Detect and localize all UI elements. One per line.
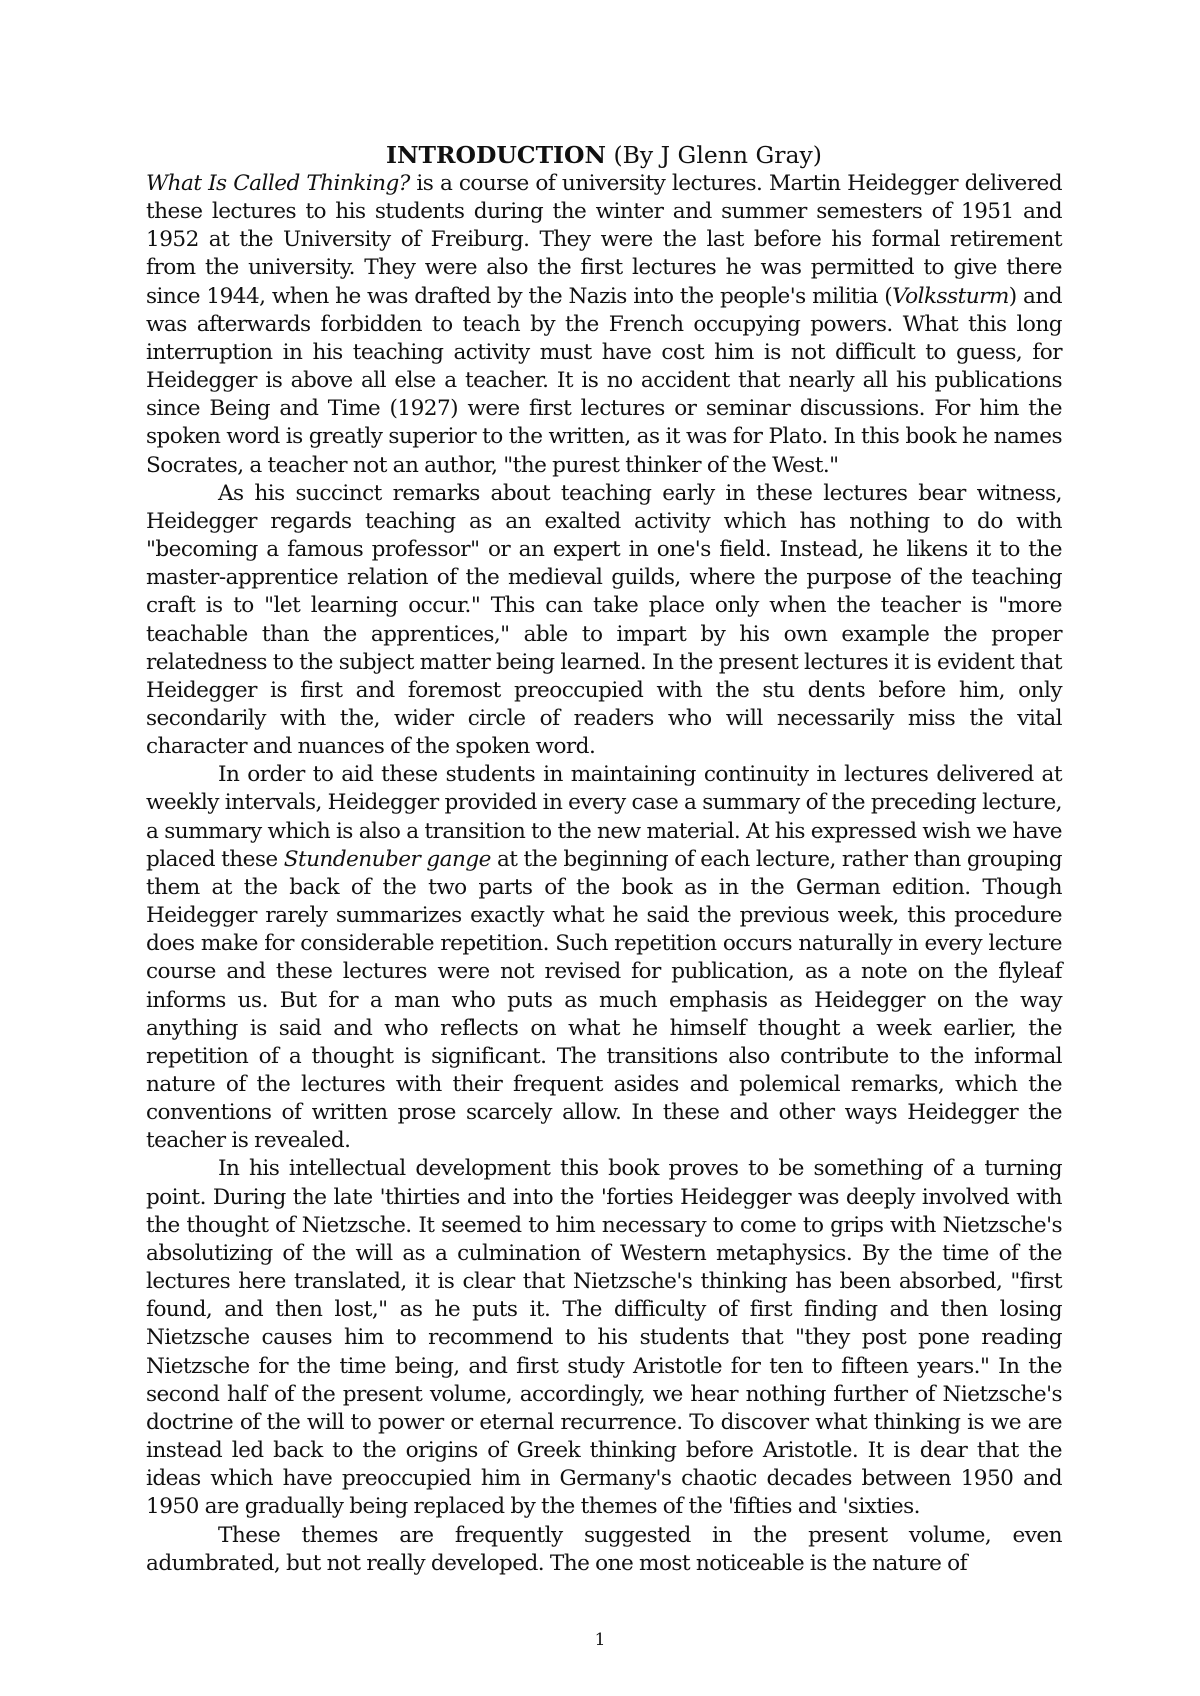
- author-note: (By J Glenn Gray): [613, 141, 822, 169]
- paragraph-3-text-before: In order to aid these students in maintaining continuity in lectures delivered at weekly intervals, Heidegger provided in every case a summary of the preceding lecture, a summary which is also a transition to the new material. At his expressed wish we have placed these: [146, 762, 1062, 872]
- page-number: 1: [594, 1630, 606, 1650]
- title-text: INTRODUCTION: [386, 141, 606, 169]
- term-stundenubergange: Stundenuber gange: [283, 846, 491, 872]
- page-title: [146, 140, 1062, 170]
- paragraph-1-text: is a course of university lectures. Martin Heidegger delivered these lectures to his students during the winter and summer semesters of 1951 and 1952 at the University of Freiburg. They were the last before his formal retirement from the university. They were also the first lectures he was permitted to give there since 1944, when he was drafted by the Nazis into the people's militia (: [146, 171, 1062, 309]
- paragraph-2: As his succinct remarks about teaching early in these lectures bear witness, Heidegger regards teaching as an exalted activity which has nothing to do with "becoming a famous professor" or an expert in one's field. Instead, he likens it to the master-apprentice relation of the medieval guilds, where the purpose of the teaching craft is to "let learning occur." This can take place only when the teacher is "more teachable than the apprentices," able to impart by his own example the proper relatedness to the subject matter being learned. In the present lectures it is evident that Heidegger is first and foremost preoccupied with the stu dents before him, only secondarily with the, wider circle of readers who will necessarily miss the vital character and nuances of the spoken word.: [146, 480, 1062, 760]
- book-title: What Is Called Thinking?: [146, 171, 410, 196]
- document-body: [146, 140, 1062, 1578]
- paragraph-1-text-after: ) and was afterwards forbidden to teach by the French occupying powers. What this long interruption in his teaching activity must have cost him is not difficult to guess, for Heidegger is above all else a teacher. It is no accident that nearly all his publications since Being and Time (1927) were first lectures or seminar discussions. For him the spoken word is greatly superior to the written, as it was for Plato. In this book he names Socrates, a teacher not an author, "the purest thinker of the West.": [146, 283, 1062, 478]
- paragraph-1: [146, 170, 1062, 480]
- paragraph-5: These themes are frequently suggested in the present volume, even adumbrated, but not really developed. The one most noticeable is the nature of: [146, 1522, 1062, 1576]
- paragraph-3-text-after: at the beginning of each lecture, rather than grouping them at the back of the two parts of the book as in the German edition. Though Heidegger rarely summarizes exactly what he said the previous week, this procedure does make for considerable repetition. Such repetition occurs naturally in every lecture course and these lectures were not revised for publication, as a note on the flyleaf informs us. But for a man who puts as much emphasis as Heidegger on the way anything is said and who reflects on what he himself thought a week earlier, the repetition of a thought is significant. The transitions also contribute to the informal nature of the lectures with their frequent asides and polemical remarks, which the conventions of written prose scarcely allow. In these and other ways Heidegger the teacher is revealed.: [146, 846, 1062, 1154]
- term-volkssturm: Volkssturm: [892, 283, 1009, 309]
- paragraph-3: [146, 761, 1062, 1155]
- paragraph-4: In his intellectual development this book proves to be something of a turning point. During the late 'thirties and into the 'forties Heidegger was deeply involved with the thought of Nietzsche. It seemed to him necessary to come to grips with Nietzsche's absolutizing of the will as a culmination of Western metaphysics. By the time of the lectures here translated, it is clear that Nietzsche's thinking has been absorbed, "first found, and then lost," as he puts it. The difficulty of first finding and then losing Nietzsche causes him to recommend to his students that "they post pone reading Nietzsche for the time being, and first study Aristotle for ten to fifteen years." In the second half of the present volume, accordingly, we hear nothing further of Nietzsche's doctrine of the will to power or eternal recurrence. To discover what thinking is we are instead led back to the origins of Greek thinking before Aristotle. It is dear that the ideas which have preoccupied him in Germany's chaotic decades between 1950 and 1950 are gradually being replaced by the themes of the 'fifties and 'sixties.: [146, 1156, 1062, 1520]
